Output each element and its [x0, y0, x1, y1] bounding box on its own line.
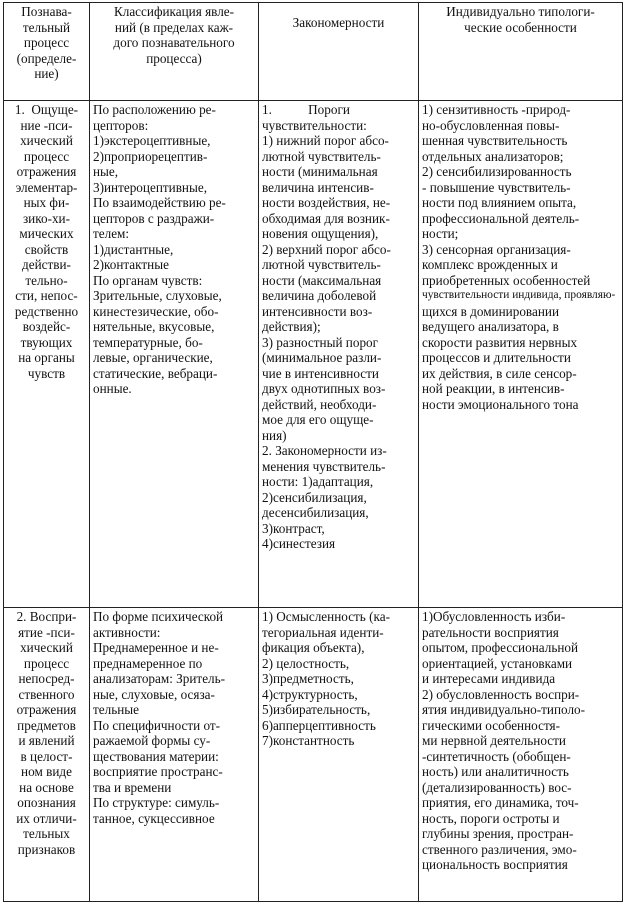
- text-line: воздейс-: [22, 319, 71, 334]
- text-line: ственного: [18, 686, 75, 702]
- text-line: и явлений: [18, 733, 75, 748]
- text-line: рательности восприятия: [422, 624, 559, 640]
- text-line: По расположению ре-: [93, 102, 216, 117]
- header-individual-features: [419, 3, 623, 101]
- text-line: 3)предметность,: [262, 671, 354, 686]
- text-line: десенсибилизация,: [262, 505, 369, 520]
- text-line: (детализированность) вос-: [422, 779, 572, 795]
- text-line: опознания: [17, 795, 76, 810]
- text-line: действий, необходи-: [262, 396, 377, 412]
- text-line: По специфичности от-: [93, 717, 221, 733]
- text-line: цепторов с раздражи-: [93, 210, 215, 226]
- table-row: [4, 101, 623, 608]
- text-line: 2)контактные: [93, 257, 169, 272]
- text-line: чувствительности:: [262, 117, 367, 133]
- text-line: процесс: [23, 148, 70, 164]
- text-line: ственного различения, эмо-: [422, 841, 577, 857]
- text-line: Индивидуально типологи-: [446, 4, 595, 19]
- text-line: ности: 1)адаптация,: [262, 474, 374, 489]
- text-line: шенная чувствительность: [422, 133, 568, 148]
- text-line: 6)апперцептивность: [262, 717, 376, 733]
- text-line: 2. Воспри-: [16, 609, 77, 624]
- text-line: ние): [34, 66, 59, 81]
- text-line: 3)контраст,: [262, 520, 325, 536]
- cell-regularities-perception: [259, 608, 419, 902]
- text-line: Преднамеренное и не-: [93, 640, 219, 655]
- cell-features-perception: [419, 608, 623, 902]
- text-line: Зрительные, слуховые,: [93, 288, 222, 303]
- text-line: новения ощущения),: [262, 226, 379, 241]
- text-line: активности:: [93, 624, 161, 640]
- text-line: 1. Пороги: [262, 102, 350, 117]
- text-line: 4)структурность,: [262, 686, 358, 702]
- text-line: ведущего анализатора, в: [422, 319, 559, 334]
- text-line: твующих: [20, 334, 73, 350]
- text-line: 1)Обусловленность изби-: [422, 609, 566, 624]
- text-line: приятия, его динамика, точ-: [422, 795, 579, 810]
- text-line: тва и времени: [93, 779, 172, 795]
- text-line: 2) целостность,: [262, 655, 350, 671]
- text-line: 1. Ощуще-: [14, 102, 79, 117]
- header-row: [4, 3, 623, 101]
- text-line: 1) сензитивность -природ-: [422, 102, 571, 117]
- text-line: ности (максимальная: [262, 272, 382, 288]
- text-line: признаков: [17, 841, 76, 857]
- text-line: их действия, в силе сенсор-: [422, 365, 577, 381]
- header-classification: [90, 3, 259, 101]
- text-line: ятия индивидуально-типоло-: [422, 702, 586, 717]
- text-line: 2) сенсибилизированность: [422, 164, 572, 179]
- text-line: По структуре: симуль-: [93, 795, 220, 810]
- text-line: и интересами индивида: [422, 671, 556, 686]
- text-line: ности;: [422, 226, 459, 241]
- text-line: предметов: [17, 717, 76, 733]
- text-line: щихся в доминировании: [422, 303, 559, 319]
- text-line: ятие -пси-: [18, 624, 75, 640]
- text-line: Закономерности: [292, 15, 385, 30]
- text-line: ные,: [93, 164, 119, 179]
- text-line: ности под влиянием опыта,: [422, 195, 577, 210]
- text-line: лютной чувствитель-: [262, 148, 381, 164]
- text-line: 2. Закономерности из-: [262, 443, 387, 458]
- text-line: По форме психической: [93, 609, 224, 624]
- text-line: телем:: [93, 226, 130, 241]
- text-line: процессов и длительности: [422, 350, 571, 365]
- text-line: лютной чувствитель-: [262, 257, 381, 272]
- header-regularities: [259, 3, 419, 101]
- text-line: опытом, профессиональной: [422, 640, 579, 655]
- text-line: чувств: [27, 365, 66, 381]
- text-line: 5)избирательность,: [262, 702, 371, 717]
- psychology-table: [3, 2, 623, 902]
- text-line: на органы: [18, 350, 75, 365]
- cell-classification-perception: [90, 608, 259, 902]
- text-line: Познава-: [21, 4, 72, 19]
- cell-process-perception: [4, 608, 90, 902]
- text-line: интенсивности воз-: [262, 303, 373, 319]
- text-line: 2) обусловленность воспри-: [422, 686, 580, 702]
- header-cognitive-process: [4, 3, 90, 101]
- text-line: ности эмоционального тона: [422, 396, 579, 412]
- text-line: чие в интенсивности: [262, 365, 379, 381]
- text-line: цепторов:: [93, 117, 149, 133]
- text-line: Классификация явле-: [113, 4, 235, 19]
- text-line: ность, пороги остроты и: [422, 810, 560, 826]
- text-line: величина доболевой: [262, 288, 377, 303]
- cell-regularities-sensation: [259, 101, 419, 608]
- text-line: отражения: [16, 164, 77, 179]
- text-line: процесс: [23, 655, 70, 671]
- text-line: 2)сенсибилизация,: [262, 489, 367, 505]
- text-line: ние -пси-: [20, 117, 73, 133]
- text-line: ных фи-: [23, 195, 70, 210]
- text-line: 3)интероцептивные,: [93, 179, 207, 195]
- text-line: на основе: [19, 779, 74, 795]
- text-line: величина интенсив-: [262, 179, 374, 195]
- text-line: сти, непос-: [15, 288, 78, 303]
- text-line: свойств: [24, 241, 69, 257]
- text-line: 3) разностный порог: [262, 334, 379, 350]
- text-line: ные, слуховые, осяза-: [93, 686, 215, 702]
- text-line: температурные, бо-: [93, 334, 203, 350]
- text-line: тельно-: [25, 272, 68, 288]
- text-line: мое для его ощуще-: [262, 412, 374, 427]
- text-line: (определе-: [16, 50, 77, 66]
- text-line: гическими особенностя-: [422, 717, 560, 733]
- text-line: фикация объекта),: [262, 640, 365, 655]
- cell-process-sensation: [4, 101, 90, 608]
- text-line: их отличи-: [16, 810, 77, 826]
- text-line: мических: [19, 226, 74, 241]
- text-line: обходимая для возник-: [262, 210, 390, 226]
- table-row: [4, 608, 623, 902]
- text-line: левые, органические,: [93, 350, 213, 365]
- text-line: профессиональной деятель-: [422, 210, 580, 226]
- text-line: 1)экстероцептивные,: [93, 133, 211, 148]
- text-line: ности воздействия, не-: [262, 195, 391, 210]
- cell-features-sensation: [419, 101, 623, 608]
- text-line: циональность восприятия: [422, 857, 568, 872]
- text-line: ориентацией, установками: [422, 655, 573, 671]
- text-line: в целост-: [20, 748, 73, 764]
- text-line: кинестезические, обо-: [93, 303, 219, 319]
- text-line: двух однотипных воз-: [262, 381, 386, 396]
- text-line: 2) верхний порог абсо-: [262, 241, 391, 257]
- text-line: хический: [20, 133, 73, 148]
- text-line: дого познавательного: [113, 35, 235, 50]
- text-line: ность) или аналитичность: [422, 764, 569, 779]
- text-line: отдельных анализаторов;: [422, 148, 564, 164]
- text-line: статические, вебраци-: [93, 365, 218, 381]
- text-line: процесса): [146, 50, 202, 66]
- text-line: редственно: [14, 303, 79, 319]
- text-line: менения чувствитель-: [262, 458, 386, 474]
- text-line: По взаимодействию ре-: [93, 195, 226, 210]
- text-line: 3) сенсорная организация-: [422, 241, 571, 257]
- text-line: элементар-: [15, 179, 78, 195]
- text-line: скорости развития нервных: [422, 334, 578, 350]
- text-line: 7)константность: [262, 733, 355, 748]
- text-line: тельные: [93, 702, 139, 717]
- text-line: зико-хи-: [22, 210, 71, 226]
- text-line: 4)синестезия: [262, 536, 336, 551]
- text-line: ществования материи:: [93, 748, 219, 764]
- text-line: (минимальное разли-: [262, 350, 382, 365]
- text-line: комплекс врожденных и: [422, 257, 558, 272]
- text-line: 1) нижний порог абсо-: [262, 133, 389, 148]
- text-line: -синтетичность (обобщен-: [422, 748, 571, 764]
- text-line: хический: [20, 640, 73, 655]
- text-line: ном виде: [21, 764, 72, 779]
- text-line: ческие особенности: [464, 19, 577, 35]
- text-line: онные.: [93, 381, 132, 396]
- text-line: нятельные, вкусовые,: [93, 319, 215, 334]
- text-line: - повышение чувствитель-: [422, 179, 571, 195]
- text-line: ности (минимальная: [262, 164, 378, 179]
- text-line: 1) Осмысленность (ка-: [262, 609, 390, 624]
- text-line: ной реакции, в интенсив-: [422, 381, 565, 396]
- text-line: ми нервной деятельности: [422, 733, 566, 748]
- text-line: анализаторам: Зритель-: [93, 671, 226, 686]
- text-line: преднамеренное по: [93, 655, 203, 671]
- text-line: 1)дистантные,: [93, 241, 174, 257]
- cell-classification-sensation: [90, 101, 259, 608]
- text-line: ний (в пределах каж-: [114, 19, 234, 35]
- text-line: процесс: [23, 35, 70, 50]
- text-line: приобретенных особенностей: [422, 272, 591, 288]
- text-line: действи-: [22, 257, 71, 272]
- text-line: действия);: [262, 319, 321, 334]
- text-line: тельных: [23, 826, 70, 841]
- text-line: По органам чувств:: [93, 272, 203, 288]
- text-line: танное, сукцессивное: [93, 810, 215, 826]
- text-line: ражаемой формы су-: [93, 733, 211, 748]
- text-line: восприятие пространс-: [93, 764, 223, 779]
- text-line: тельный: [22, 19, 71, 35]
- text-line: чувствительности индивида, проявляю-: [422, 289, 616, 301]
- text-line: отражения: [16, 702, 77, 717]
- text-line: глубины зрения, простран-: [422, 826, 574, 841]
- text-line: тегориальная иденти-: [262, 624, 384, 640]
- text-line: ния): [262, 427, 287, 443]
- text-line: но-обусловленная повы-: [422, 117, 560, 133]
- text-line: непосред-: [18, 671, 75, 686]
- text-line: 2)проприорецептив-: [93, 148, 208, 164]
